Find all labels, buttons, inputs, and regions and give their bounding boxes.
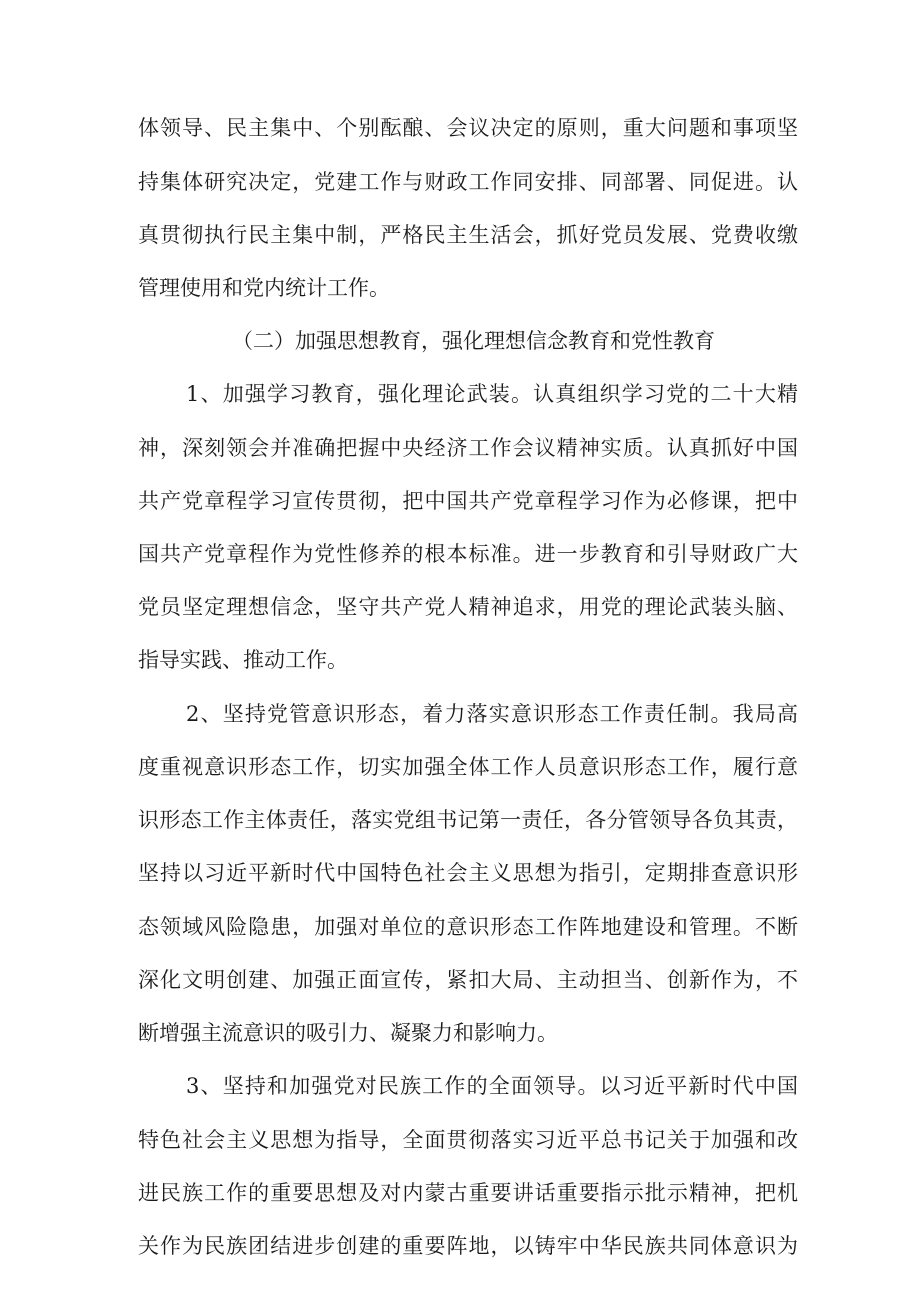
text-line: 共产党章程学习宣传贯彻，把中国共产党章程学习作为必修课，把中 — [138, 489, 798, 513]
text-line: 国共产党章程作为党性修养的根本标准。进一步教育和引导财政广大 — [138, 542, 798, 566]
text-line: 3、坚持和加强党对民族工作的全面领导。以习近平新时代中国 — [186, 1074, 798, 1098]
text-line: 真贯彻执行民主集中制，严格民主生活会，抓好党员发展、党费收缴 — [138, 223, 798, 247]
text-line: 断增强主流意识的吸引力、凝聚力和影响力。 — [138, 1021, 558, 1045]
text-line: 坚持以习近平新时代中国特色社会主义思想为指引，定期排查意识形 — [138, 861, 798, 885]
text-line: 态领域风险隐患，加强对单位的意识形态工作阵地建设和管理。不断 — [138, 915, 798, 939]
text-line: 特色社会主义思想为指导，全面贯彻落实习近平总书记关于加强和改 — [138, 1128, 798, 1152]
text-line: 深化文明创建、加强正面宣传，紧扣大局、主动担当、创新作为，不 — [138, 968, 798, 992]
text-line: 关作为民族团结进步创建的重要阵地，以铸牢中华民族共同体意识为 — [138, 1234, 798, 1258]
text-line: 体领导、民主集中、个别酝酿、会议决定的原则，重大问题和事项坚 — [138, 116, 798, 140]
text-line: 指导实践、推动工作。 — [138, 648, 348, 672]
text-line: 管理使用和党内统计工作。 — [138, 276, 390, 300]
text-line: 识形态工作主体责任，落实党组书记第一责任，各分管领导各负其责， — [138, 808, 798, 832]
section-heading: （二）加强思想教育，强化理想信念教育和党性教育 — [232, 329, 715, 353]
text-line: 度重视意识形态工作，切实加强全体工作人员意识形态工作，履行意 — [138, 755, 798, 779]
text-line: 持集体研究决定，党建工作与财政工作同安排、同部署、同促进。认 — [138, 170, 798, 194]
text-line: 2、坚持党管意识形态，着力落实意识形态工作责任制。我局高 — [186, 702, 798, 726]
text-line: 神，深刻领会并准确把握中央经济工作会议精神实质。认真抓好中国 — [138, 436, 798, 460]
text-line: 进民族工作的重要思想及对内蒙古重要讲话重要指示批示精神，把机 — [138, 1181, 798, 1205]
text-line: 党员坚定理想信念，坚守共产党人精神追求，用党的理论武装头脑、 — [138, 595, 798, 619]
text-line: 1、加强学习教育，强化理论武装。认真组织学习党的二十大精 — [186, 382, 798, 406]
